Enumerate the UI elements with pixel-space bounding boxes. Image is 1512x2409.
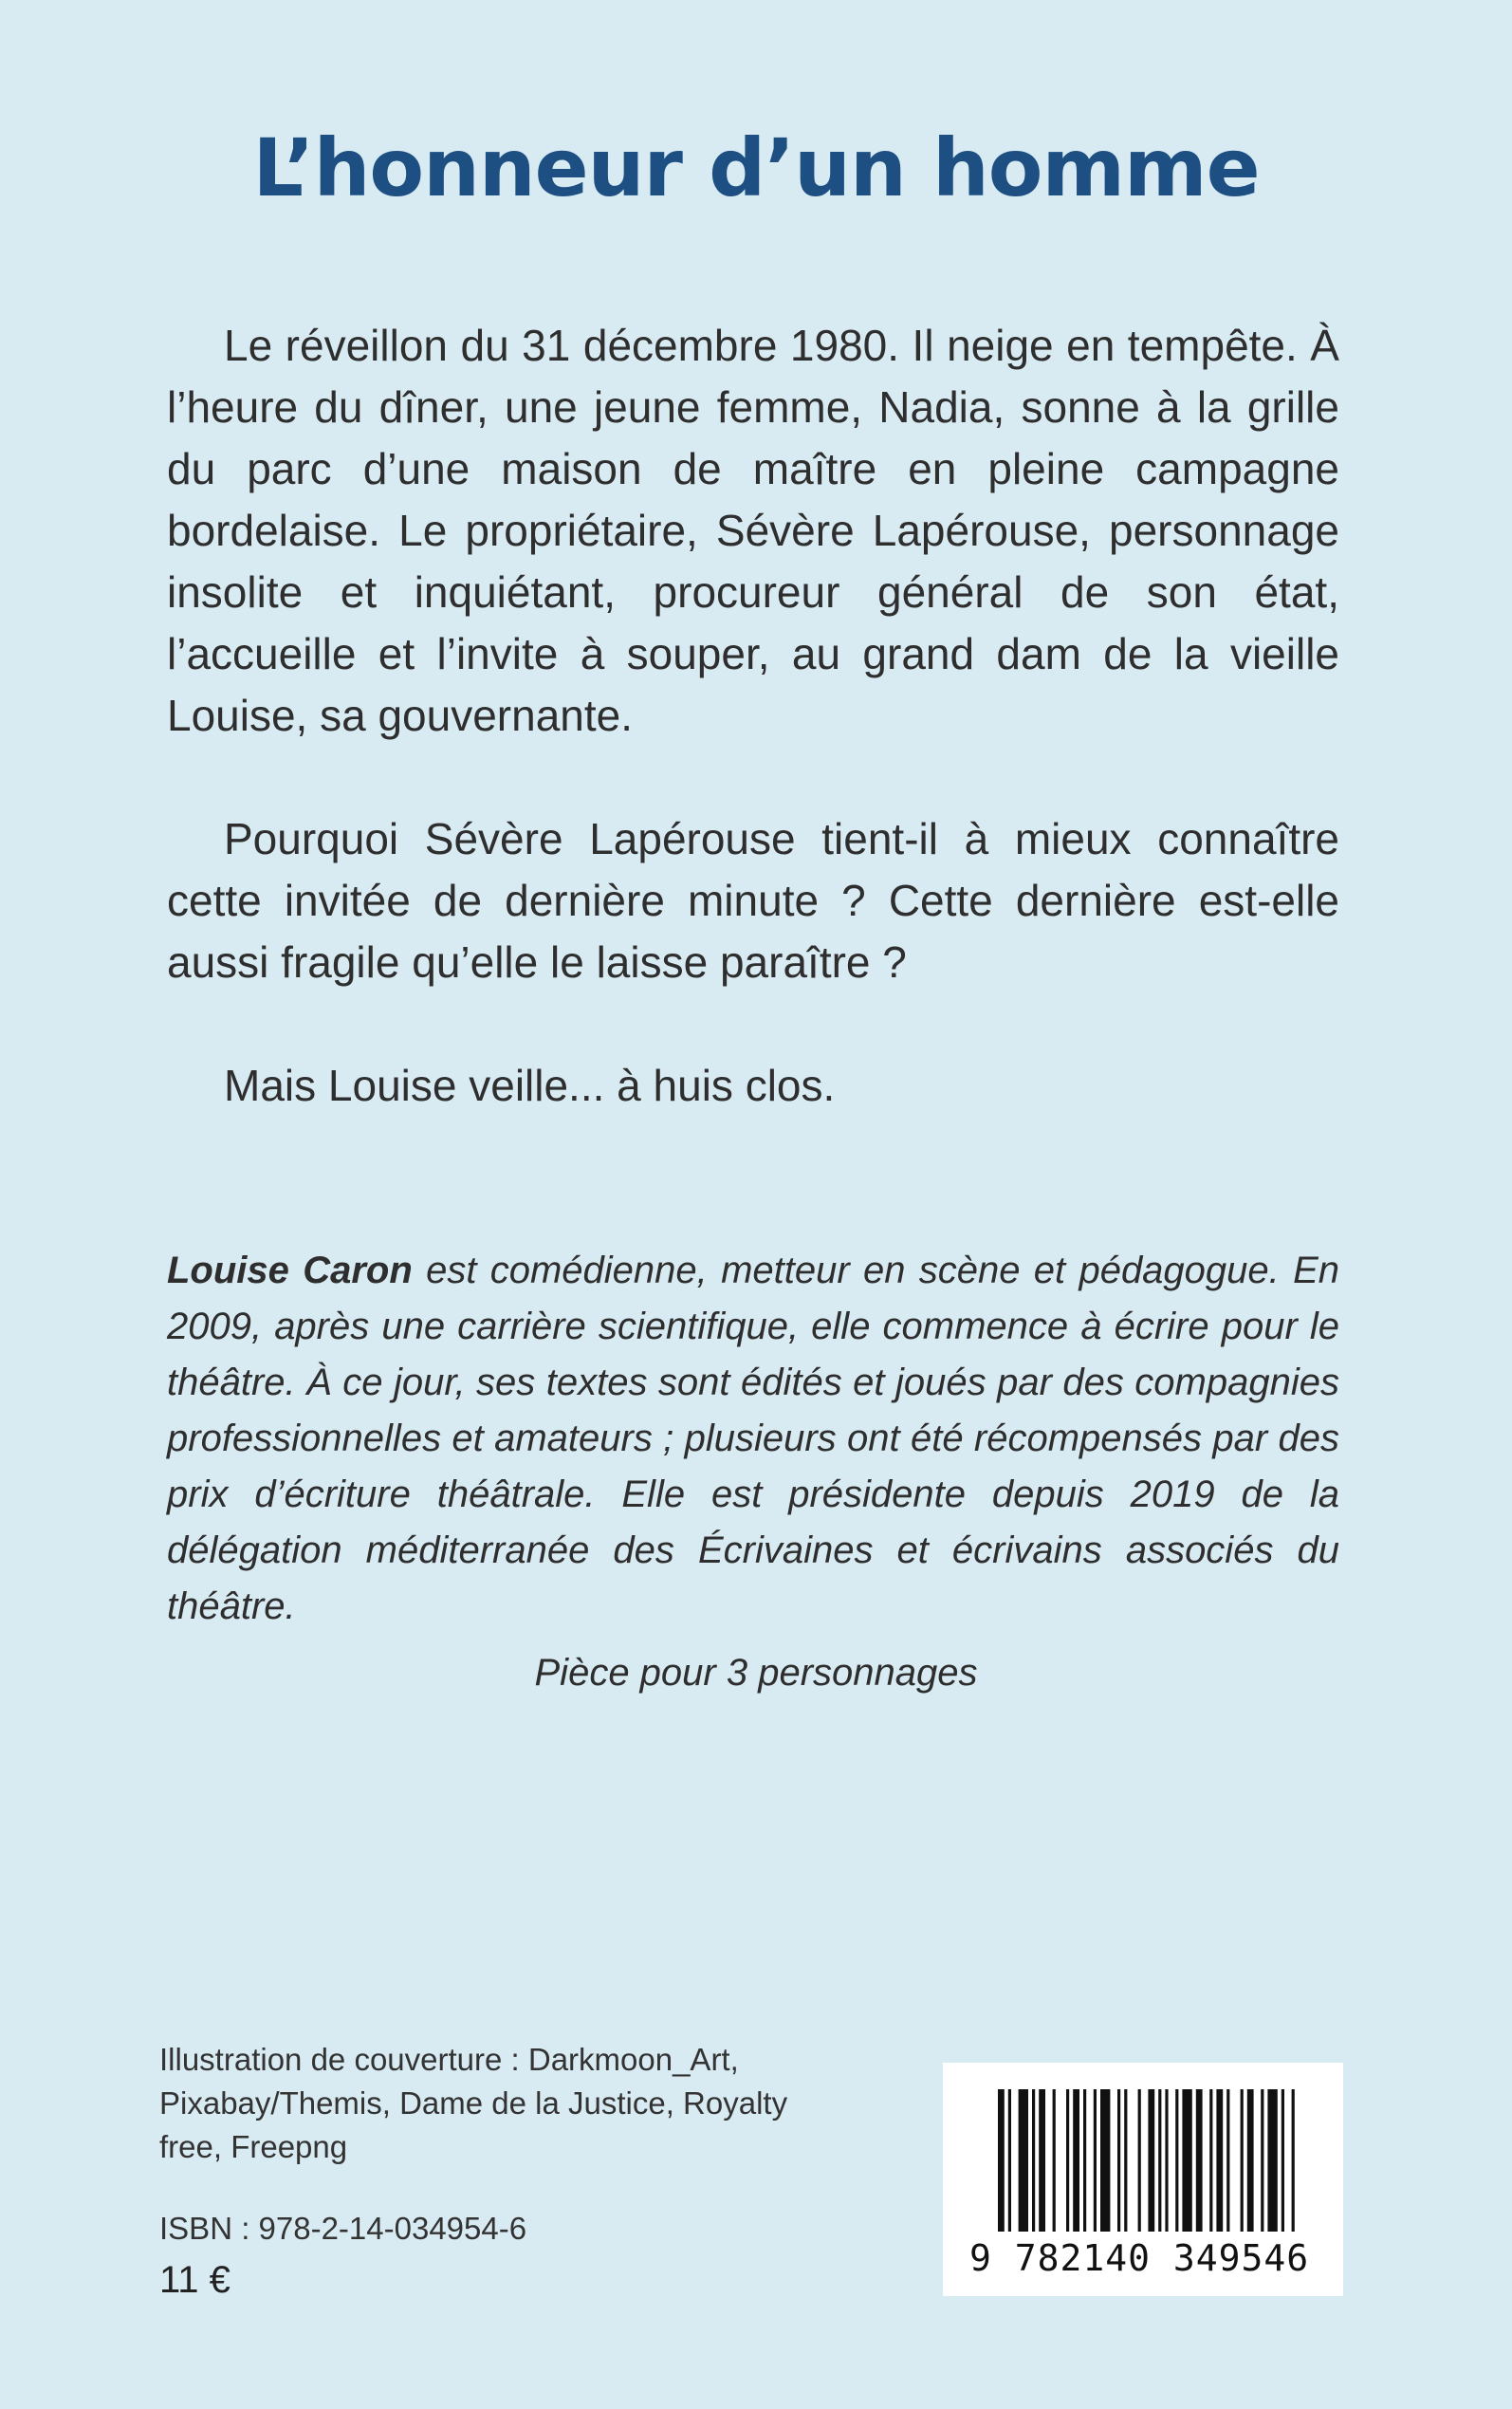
barcode-bar — [1216, 2089, 1223, 2232]
barcode-bar — [1282, 2089, 1284, 2232]
barcode — [943, 2063, 1343, 2296]
barcode-bar — [1292, 2089, 1295, 2232]
blurb-paragraph: Le réveillon du 31 décembre 1980. Il neige en tempête. À l’heure du dîner, une jeune femme, Nadia, sonne à la grille du parc d’une maison de maître en pleine campagne bordelaise. Le propriétaire, Sévère Lapérouse, personnage insolite et inquiétant, procureur général de son état, l’accueille et l’invite à souper, au grand dam de la vieille Louise, sa gouvernante. — [167, 321, 1339, 740]
barcode-bar — [1032, 2089, 1035, 2232]
barcode-bar — [1094, 2089, 1097, 2232]
price: 11 € — [159, 2259, 230, 2301]
barcode-bar — [1267, 2089, 1277, 2232]
barcode-bar — [1100, 2089, 1110, 2232]
isbn: ISBN : 978-2-14-034954-6 — [159, 2211, 527, 2246]
barcode-bar — [1039, 2089, 1045, 2232]
barcode-bar — [1053, 2089, 1056, 2232]
author-bio — [167, 1243, 1339, 1635]
barcode-digits: 9 782140 349546 — [969, 2237, 1310, 2279]
barcode-bar — [1019, 2089, 1028, 2232]
blurb — [167, 315, 1339, 1117]
barcode-bar — [1148, 2089, 1154, 2232]
genre-subtitle: Pièce pour 3 personnages — [534, 1652, 978, 1694]
barcode-bar — [1124, 2089, 1127, 2232]
barcode-bar — [1209, 2089, 1212, 2232]
barcode-bar — [1083, 2089, 1086, 2232]
barcode-bar — [1226, 2089, 1229, 2232]
author-bio-text: est comédienne, metteur en scène et pédagogue. En 2009, après une carrière scientifique, elle commence à écrire pour le théâtre. À ce jour, ses textes sont édités et joués par des compagnies professionnelles et amateurs ; plusieurs ont été récompensés par des prix d’écriture théâtrale. Elle est présidente depuis 2019 de la délégation méditerranée des Écrivaines et écrivains associés du théâtre. — [167, 1250, 1339, 1627]
author-name: Louise Caron — [167, 1250, 413, 1291]
barcode-bar — [1165, 2089, 1168, 2232]
barcode-bar — [1261, 2089, 1263, 2232]
barcode-bar — [1247, 2089, 1254, 2232]
barcode-bar — [1138, 2089, 1141, 2232]
book-title: L’honneur d’un homme — [252, 121, 1260, 214]
barcode-bar — [1182, 2089, 1191, 2232]
barcode-bar — [1073, 2089, 1079, 2232]
barcode-bar — [1066, 2089, 1069, 2232]
barcode-bar — [998, 2089, 1005, 2232]
barcode-bar — [1175, 2089, 1178, 2232]
barcode-bar — [1117, 2089, 1120, 2232]
blurb-paragraph: Mais Louise veille... à huis clos. — [224, 1061, 836, 1110]
barcode-bar — [1241, 2089, 1244, 2232]
barcode-bar — [1196, 2089, 1203, 2232]
barcode-bar — [1158, 2089, 1161, 2232]
illustration-credits: Illustration de couverture : Darkmoon_Art, Pixabay/Themis, Dame de la Justice, Royalty free, Freepng — [159, 2042, 788, 2164]
barcode-bar — [1008, 2089, 1011, 2232]
blurb-paragraph: Pourquoi Sévère Lapérouse tient-il à mieux connaître cette invitée de dernière minute ? Cette dernière est-elle aussi fragile qu’elle le laisse paraître ? — [167, 814, 1339, 987]
